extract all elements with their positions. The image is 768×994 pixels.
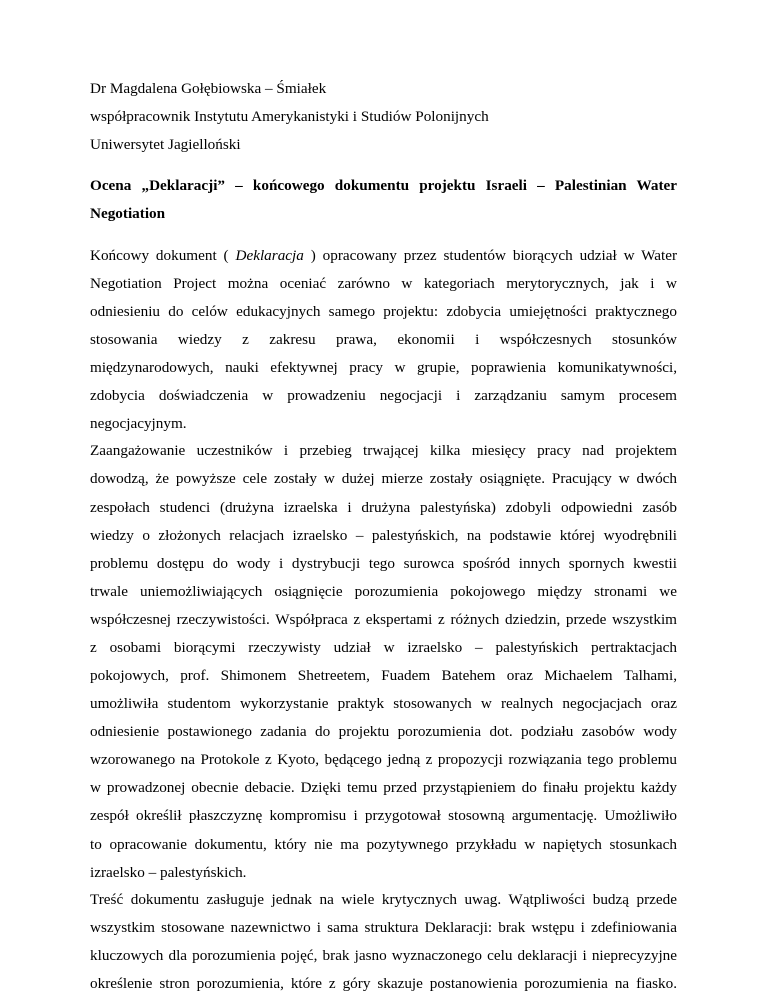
- document-title-line-2: Negotiation: [90, 205, 166, 222]
- paragraph-2-line: problemu dostępu do wody i dystrybucji tego surowca spośród innych spornych kwestii: [90, 554, 677, 572]
- paragraph-1-line: międzynarodowych, nauki efektywnej pracy w grupie, poprawienia komunikatywności,: [90, 359, 677, 376]
- paragraph-2-line: zespół określił płaszczyznę kompromisu i przygotował stosowną argumentację. Umożliwiło: [90, 807, 677, 825]
- paragraph-2-line: wiedzy o złożonych relacjach izraelsko – palestyńskich, na podstawie której wyodrębnili: [90, 526, 677, 544]
- declaration-italic-term: Deklaracja: [235, 246, 304, 264]
- paragraph-2-line: odniesienie postawionego zadania do projektu porozumienia dot. podziału zasobów wody: [90, 723, 677, 741]
- paragraph-2-last-line: izraelsko – palestyńskich.: [90, 863, 247, 881]
- paragraph-1-line: Negotiation Project można oceniać zarówno w kategoriach merytorycznych, jak i w: [90, 274, 677, 292]
- paragraph-1-text-before: Końcowy dokument (: [90, 246, 229, 264]
- paragraph-3-line: wszystkim stosowane nazewnictwo i sama struktura Deklaracji: brak wstępu i zdefiniowania: [90, 918, 677, 936]
- paragraph-2-line: pokojowych, prof. Shimonem Shetreetem, Fuadem Batehem oraz Michaelem Talhami,: [90, 667, 677, 684]
- paragraph-1-line: stosowania wiedzy z zakresu prawa, ekonomii i współczesnych stosunków: [90, 330, 677, 348]
- paragraph-2-line: wzorowanego na Protokole z Kyoto, będącego jedną z propozycji rozwiązania tego problemu: [90, 751, 677, 769]
- paragraph-2-line: w prowadzonej obecnie debacie. Dzięki temu przed przystąpieniem do finału projektu każdy: [90, 779, 677, 797]
- paragraph-2-line: to opracowanie dokumentu, który nie ma pozytywnego przykładu w napiętych stosunkach: [90, 835, 677, 853]
- paragraph-3-line: Treść dokumentu zasługuje jednak na wiele krytycznych uwag. Wątpliwości budzą przede: [90, 890, 677, 908]
- university-name: Uniwersytet Jagielloński: [90, 136, 241, 154]
- paragraph-2-line: trwale uniemożliwiających osiągnięcie porozumienia pokojowego między stronami we: [90, 582, 677, 600]
- author-name: Dr Magdalena Gołębiowska – Śmiałek: [90, 80, 327, 97]
- paragraph-3-line: określenie stron porozumienia, które z góry skazuje postanowienia porozumienia na fiasko.: [90, 975, 677, 992]
- paragraph-2-line: z osobami biorącymi rzeczywisty udział w izraelsko – palestyńskich pertraktacjach: [90, 638, 677, 656]
- paragraph-1-text-after: ) opracowany przez studentów biorących udział w Water: [310, 246, 678, 264]
- paragraph-2-line: umożliwiła studentom wykorzystanie praktyk stosowanych w realnych negocjacjach oraz: [90, 695, 677, 713]
- paragraph-2-line: współczesnej rzeczywistości. Współpraca z ekspertami z różnych dziedzin, przede wszystkim: [90, 610, 677, 628]
- document-title-line-1: Ocena „Deklaracji” – końcowego dokumentu projektu Israeli – Palestinian Water: [90, 176, 677, 194]
- paragraph-3-line: kluczowych dla porozumienia pojęć, brak jasno wyznaczonego celu deklaracji i nieprecyzyjne: [90, 946, 677, 964]
- paragraph-1-line-1: [90, 247, 677, 265]
- paragraph-1-last-line: negocjacyjnym.: [90, 415, 187, 433]
- paragraph-1-line: zdobycia doświadczenia w prowadzeniu negocjacji i zarządzaniu samym procesem: [90, 387, 677, 405]
- paragraph-1-line: odniesieniu do celów edukacyjnych samego projektu: zdobycia umiejętności praktycznego: [90, 302, 677, 320]
- paragraph-2-line: dowodzą, że powyższe cele zostały w dużej mierze zostały osiągnięte. Pracujący w dwóch: [90, 470, 677, 488]
- paragraph-2-line: zespołach studenci (drużyna izraelska i drużyna palestyńska) zdobyli odpowiedni zasób: [90, 498, 677, 516]
- paragraph-2-line: Zaangażowanie uczestników i przebieg trwającej kilka miesięcy pracy nad projektem: [90, 442, 677, 460]
- author-affiliation: współpracownik Instytutu Amerykanistyki i Studiów Polonijnych: [90, 108, 489, 126]
